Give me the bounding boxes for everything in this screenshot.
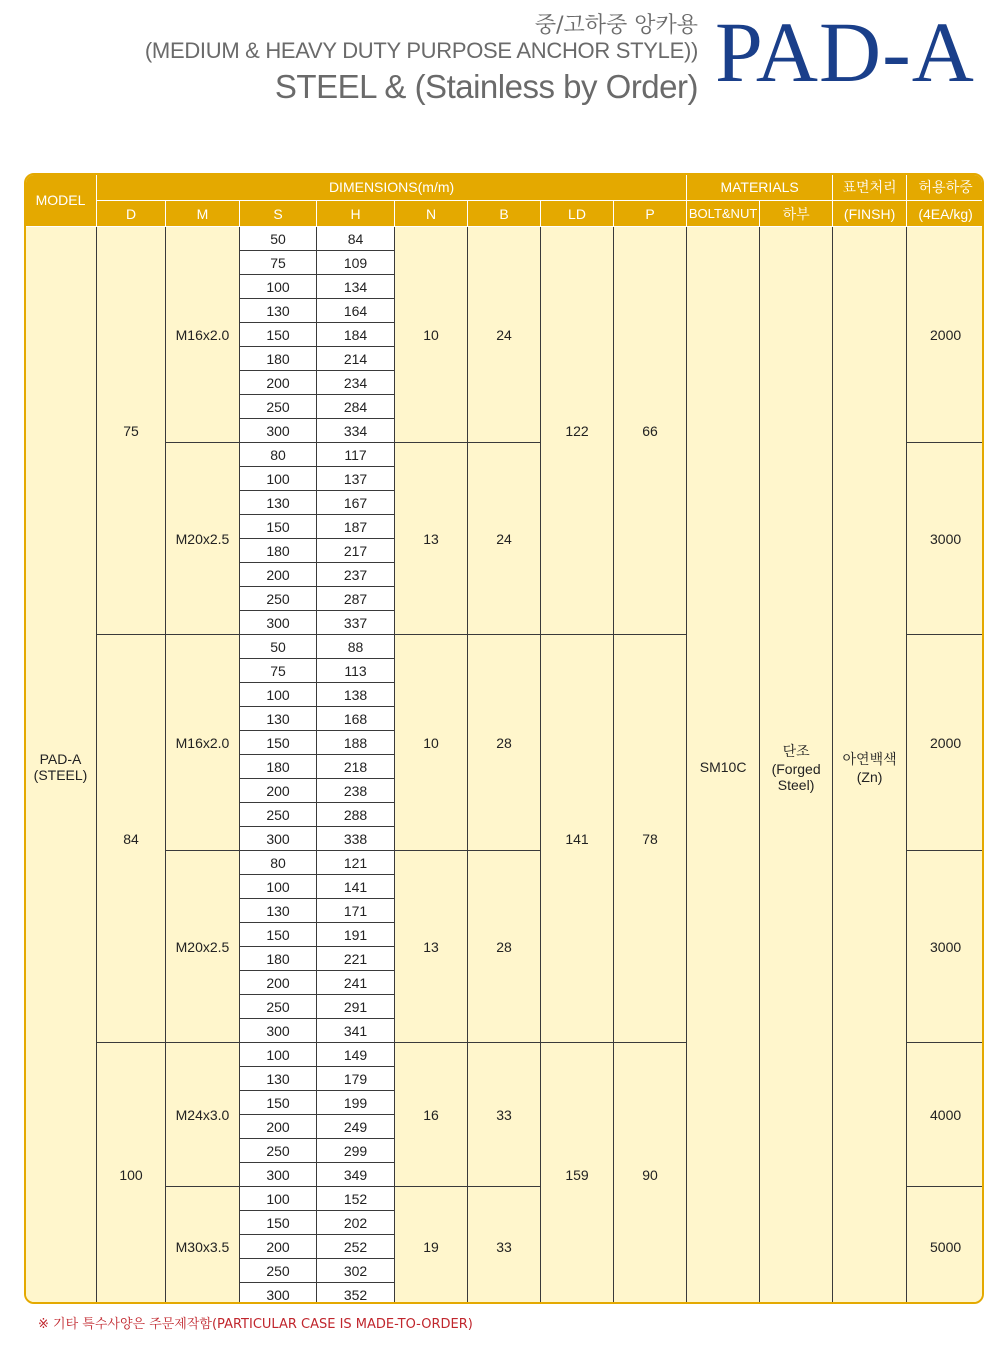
model-cell: [25, 227, 97, 1305]
load-value-text: 2000: [930, 734, 962, 751]
s-value-text: 250: [266, 806, 290, 823]
s-value-text: 200: [266, 1238, 290, 1255]
n-value: [395, 1043, 468, 1187]
s-value: [240, 515, 317, 539]
model-sub: (STEEL): [33, 766, 88, 783]
header-n: N: [395, 201, 468, 227]
m-value-text: M20x2.5: [175, 530, 230, 547]
load-value: [907, 851, 984, 1043]
finish-value: [833, 227, 907, 1305]
s-value: [240, 371, 317, 395]
n-value-text: 19: [423, 1238, 439, 1255]
s-value: [240, 323, 317, 347]
s-value: [240, 683, 317, 707]
h-value: [317, 1115, 395, 1139]
h-value-text: 218: [343, 758, 368, 775]
h-value-text: 238: [343, 782, 368, 799]
s-value: [240, 971, 317, 995]
p-value: [614, 1043, 687, 1305]
h-value: [317, 635, 395, 659]
h-value: [317, 227, 395, 251]
h-value-text: 134: [343, 278, 368, 295]
p-value-text: 66: [642, 422, 658, 439]
s-value-text: 75: [270, 254, 286, 271]
h-value: [317, 371, 395, 395]
header-finish-en: (FINSH): [833, 201, 907, 227]
n-value: [395, 635, 468, 851]
h-value-text: 191: [343, 926, 368, 943]
b-value-text: 33: [496, 1238, 512, 1255]
load-value-text: 2000: [930, 326, 962, 343]
s-value-text: 150: [266, 1214, 290, 1231]
s-value: [240, 731, 317, 755]
p-value-text: 90: [642, 1166, 658, 1183]
h-value-text: 337: [343, 614, 368, 631]
header-bolt-nut: BOLT&NUT: [687, 201, 760, 227]
s-value: [240, 947, 317, 971]
s-value: [240, 467, 317, 491]
load-value: [907, 1043, 984, 1187]
h-value-text: 152: [343, 1190, 368, 1207]
d-value: [97, 227, 166, 635]
n-value-text: 13: [423, 530, 439, 547]
ld-value: [541, 1043, 614, 1305]
s-value: [240, 587, 317, 611]
h-value-text: 149: [343, 1046, 368, 1063]
model-name: PAD-A: [39, 750, 82, 767]
s-value-text: 300: [266, 1166, 290, 1183]
p-value: [614, 227, 687, 635]
h-value-text: 137: [343, 470, 368, 487]
d-value: [97, 635, 166, 1043]
h-value-text: 167: [343, 494, 368, 511]
h-value-text: 113: [344, 662, 367, 679]
s-value-text: 300: [266, 422, 290, 439]
s-value-text: 200: [266, 566, 290, 583]
h-value-text: 284: [343, 398, 368, 415]
s-value: [240, 899, 317, 923]
s-value-text: 50: [270, 230, 286, 247]
s-value-text: 130: [266, 902, 290, 919]
h-value: [317, 707, 395, 731]
h-value-text: 352: [343, 1286, 368, 1303]
bolt-material: [687, 227, 760, 1305]
table-body: [25, 227, 985, 1305]
spec-table: [24, 173, 984, 1304]
b-value-text: 24: [496, 530, 512, 547]
h-value-text: 299: [343, 1142, 368, 1159]
s-value-text: 130: [266, 302, 290, 319]
s-value-text: 150: [266, 326, 290, 343]
header-d: D: [97, 201, 166, 227]
p-value: [614, 635, 687, 1043]
h-value: [317, 443, 395, 467]
h-value-text: 141: [343, 878, 368, 895]
s-value-text: 250: [266, 998, 290, 1015]
footnote: ※ 기타 특수사양은 주문제작함(PARTICULAR CASE IS MADE-TO-ORDER): [38, 1317, 473, 1332]
h-value-text: 202: [343, 1214, 368, 1231]
header-p: P: [614, 201, 687, 227]
s-value-text: 200: [266, 1118, 290, 1135]
s-value-text: 100: [266, 470, 290, 487]
h-value-text: 338: [343, 830, 368, 847]
s-value: [240, 1067, 317, 1091]
m-value: [166, 443, 240, 635]
h-value: [317, 971, 395, 995]
s-value-text: 200: [266, 782, 290, 799]
load-value-text: 3000: [930, 938, 962, 955]
s-value: [240, 1187, 317, 1211]
s-value-text: 75: [270, 662, 286, 679]
h-value: [317, 923, 395, 947]
s-value-text: 250: [266, 398, 290, 415]
h-value-text: 188: [343, 734, 368, 751]
header-load-en: (4EA/kg): [907, 201, 984, 227]
h-value: [317, 1091, 395, 1115]
n-value: [395, 443, 468, 635]
s-value-text: 150: [266, 926, 290, 943]
h-value: [317, 851, 395, 875]
s-value: [240, 539, 317, 563]
h-value: [317, 1283, 395, 1305]
b-value-text: 33: [496, 1106, 512, 1123]
h-value: [317, 347, 395, 371]
h-value: [317, 467, 395, 491]
header-materials: MATERIALS: [687, 174, 833, 201]
h-value: [317, 827, 395, 851]
h-value: [317, 395, 395, 419]
m-value: [166, 1187, 240, 1305]
bolt-material-text: SM10C: [699, 758, 747, 775]
b-value-text: 24: [496, 326, 512, 343]
s-value: [240, 1211, 317, 1235]
s-value: [240, 347, 317, 371]
s-value: [240, 443, 317, 467]
n-value-text: 13: [423, 938, 439, 955]
h-value: [317, 755, 395, 779]
s-value: [240, 611, 317, 635]
s-value-text: 130: [266, 710, 290, 727]
d-value-text: 75: [123, 422, 139, 439]
h-value-text: 291: [343, 998, 368, 1015]
english-subtitle: (MEDIUM & HEAVY DUTY PURPOSE ANCHOR STYLE)): [144, 38, 698, 63]
p-value-text: 78: [642, 830, 658, 847]
s-value-text: 80: [270, 854, 286, 871]
s-value-text: 300: [266, 614, 290, 631]
h-value-text: 84: [347, 230, 364, 247]
s-value: [240, 875, 317, 899]
load-value: [907, 443, 984, 635]
m-value-text: M16x2.0: [175, 734, 230, 751]
s-value-text: 150: [266, 1094, 290, 1111]
finish-en: (Zn): [856, 768, 883, 785]
h-value-text: 334: [343, 422, 368, 439]
d-value-text: 100: [119, 1166, 143, 1183]
h-value: [317, 947, 395, 971]
h-value: [317, 323, 395, 347]
table-row: [25, 227, 985, 251]
b-value-text: 28: [496, 734, 512, 751]
h-value-text: 249: [343, 1118, 368, 1135]
h-value: [317, 803, 395, 827]
header-h: H: [317, 201, 395, 227]
h-value: [317, 515, 395, 539]
h-value: [317, 1259, 395, 1283]
h-value-text: 168: [343, 710, 368, 727]
ld-value: [541, 227, 614, 635]
h-value: [317, 659, 395, 683]
s-value: [240, 1043, 317, 1067]
s-value-text: 100: [266, 1046, 290, 1063]
s-value: [240, 659, 317, 683]
s-value: [240, 563, 317, 587]
h-value: [317, 1019, 395, 1043]
h-value-text: 214: [343, 350, 368, 367]
s-value: [240, 1259, 317, 1283]
s-value-text: 250: [266, 1142, 290, 1159]
s-value: [240, 803, 317, 827]
b-value: [468, 1043, 541, 1187]
h-value-text: 252: [343, 1238, 368, 1255]
m-value: [166, 851, 240, 1043]
header-model: MODEL: [25, 174, 97, 227]
s-value-text: 150: [266, 734, 290, 751]
s-value-text: 250: [266, 1262, 290, 1279]
h-value-text: 302: [343, 1262, 368, 1279]
s-value-text: 130: [266, 494, 290, 511]
n-value: [395, 1187, 468, 1305]
s-value: [240, 827, 317, 851]
s-value-text: 100: [266, 1190, 290, 1207]
s-value-text: 100: [266, 278, 290, 295]
m-value: [166, 227, 240, 443]
load-value: [907, 635, 984, 851]
h-value: [317, 1163, 395, 1187]
s-value: [240, 995, 317, 1019]
b-value: [468, 443, 541, 635]
h-value-text: 217: [343, 542, 368, 559]
h-value: [317, 1187, 395, 1211]
s-value: [240, 227, 317, 251]
load-value: [907, 1187, 984, 1305]
h-value: [317, 1235, 395, 1259]
h-value-text: 179: [343, 1070, 368, 1087]
s-value-text: 180: [266, 950, 290, 967]
h-value-text: 109: [343, 254, 368, 271]
lower-material-en1: (Forged: [771, 760, 821, 777]
s-value: [240, 419, 317, 443]
s-value: [240, 275, 317, 299]
s-value-text: 300: [266, 1022, 290, 1039]
s-value: [240, 251, 317, 275]
h-value-text: 221: [343, 950, 368, 967]
b-value: [468, 227, 541, 443]
h-value-text: 241: [343, 974, 368, 991]
model-title: PAD-A: [715, 4, 975, 100]
s-value: [240, 1139, 317, 1163]
s-value: [240, 299, 317, 323]
h-value-text: 237: [343, 566, 368, 583]
m-value-text: M24x3.0: [175, 1106, 230, 1123]
s-value-text: 150: [266, 518, 290, 535]
ld-value-text: 159: [565, 1166, 589, 1183]
ld-value-text: 141: [565, 830, 589, 847]
header-b: B: [468, 201, 541, 227]
s-value-text: 180: [266, 758, 290, 775]
load-value-text: 5000: [930, 1238, 962, 1255]
h-value: [317, 563, 395, 587]
n-value-text: 10: [423, 326, 439, 343]
m-value-text: M16x2.0: [175, 326, 230, 343]
s-value: [240, 1115, 317, 1139]
s-value: [240, 635, 317, 659]
s-value-text: 50: [270, 638, 286, 655]
d-value-text: 84: [123, 830, 139, 847]
material-line: STEEL & (Stainless by Order): [274, 68, 698, 105]
s-value: [240, 395, 317, 419]
h-value: [317, 1043, 395, 1067]
h-value-text: 171: [343, 902, 368, 919]
load-value: [907, 227, 984, 443]
h-value-text: 234: [343, 374, 368, 391]
s-value-text: 200: [266, 374, 290, 391]
header-load-ko: 허용하중: [907, 174, 984, 201]
m-value: [166, 635, 240, 851]
h-value-text: 121: [343, 854, 368, 871]
load-value-text: 3000: [930, 530, 962, 547]
h-value: [317, 251, 395, 275]
h-value: [317, 299, 395, 323]
h-value-text: 287: [343, 590, 368, 607]
m-value: [166, 1043, 240, 1187]
h-value-text: 349: [343, 1166, 368, 1183]
h-value-text: 288: [343, 806, 368, 823]
s-value: [240, 1091, 317, 1115]
h-value: [317, 899, 395, 923]
ld-value-text: 122: [565, 422, 589, 439]
s-value: [240, 923, 317, 947]
b-value-text: 28: [496, 938, 512, 955]
h-value: [317, 1139, 395, 1163]
b-value: [468, 635, 541, 851]
h-value: [317, 1211, 395, 1235]
h-value: [317, 779, 395, 803]
d-value: [97, 1043, 166, 1305]
h-value: [317, 731, 395, 755]
n-value-text: 10: [423, 734, 439, 751]
h-value-text: 88: [347, 638, 364, 655]
ld-value: [541, 635, 614, 1043]
s-value: [240, 1019, 317, 1043]
h-value-text: 184: [343, 326, 368, 343]
header-finish-ko: 표면처리: [833, 174, 907, 201]
s-value-text: 80: [270, 446, 286, 463]
m-value-text: M20x2.5: [175, 938, 230, 955]
h-value: [317, 491, 395, 515]
header-m: M: [166, 201, 240, 227]
lower-material-en2: Steel): [777, 776, 815, 793]
h-value: [317, 587, 395, 611]
n-value: [395, 851, 468, 1043]
load-value-text: 4000: [930, 1106, 962, 1123]
s-value-text: 250: [266, 590, 290, 607]
lower-material: [760, 227, 833, 1305]
h-value-text: 199: [343, 1094, 368, 1111]
finish-ko: 아연백색: [842, 751, 897, 768]
korean-subtitle: 중/고하중 앙카용: [534, 13, 698, 38]
b-value: [468, 1187, 541, 1305]
s-value: [240, 1235, 317, 1259]
h-value: [317, 683, 395, 707]
h-value-text: 164: [343, 302, 368, 319]
h-value: [317, 539, 395, 563]
h-value: [317, 875, 395, 899]
s-value: [240, 491, 317, 515]
s-value: [240, 1283, 317, 1305]
h-value: [317, 275, 395, 299]
n-value: [395, 227, 468, 443]
header-s: S: [240, 201, 317, 227]
s-value: [240, 755, 317, 779]
h-value: [317, 419, 395, 443]
s-value-text: 100: [266, 686, 290, 703]
h-value-text: 341: [343, 1022, 368, 1039]
s-value-text: 300: [266, 1286, 290, 1303]
s-value-text: 180: [266, 350, 290, 367]
h-value: [317, 611, 395, 635]
header-lower: 하부: [760, 201, 833, 227]
s-value: [240, 851, 317, 875]
h-value: [317, 995, 395, 1019]
s-value-text: 100: [266, 878, 290, 895]
n-value-text: 16: [423, 1106, 439, 1123]
h-value-text: 187: [343, 518, 368, 535]
header-ld: LD: [541, 201, 614, 227]
h-value-text: 138: [343, 686, 368, 703]
m-value-text: M30x3.5: [175, 1238, 230, 1255]
s-value-text: 180: [266, 542, 290, 559]
s-value-text: 200: [266, 974, 290, 991]
header-dimensions: DIMENSIONS(m/m): [97, 174, 687, 201]
s-value-text: 300: [266, 830, 290, 847]
spec-table-frame: [24, 173, 984, 1304]
b-value: [468, 851, 541, 1043]
s-value-text: 130: [266, 1070, 290, 1087]
h-value: [317, 1067, 395, 1091]
s-value: [240, 779, 317, 803]
s-value: [240, 1163, 317, 1187]
h-value-text: 117: [344, 446, 367, 463]
s-value: [240, 707, 317, 731]
lower-material-ko: 단조: [782, 743, 810, 760]
